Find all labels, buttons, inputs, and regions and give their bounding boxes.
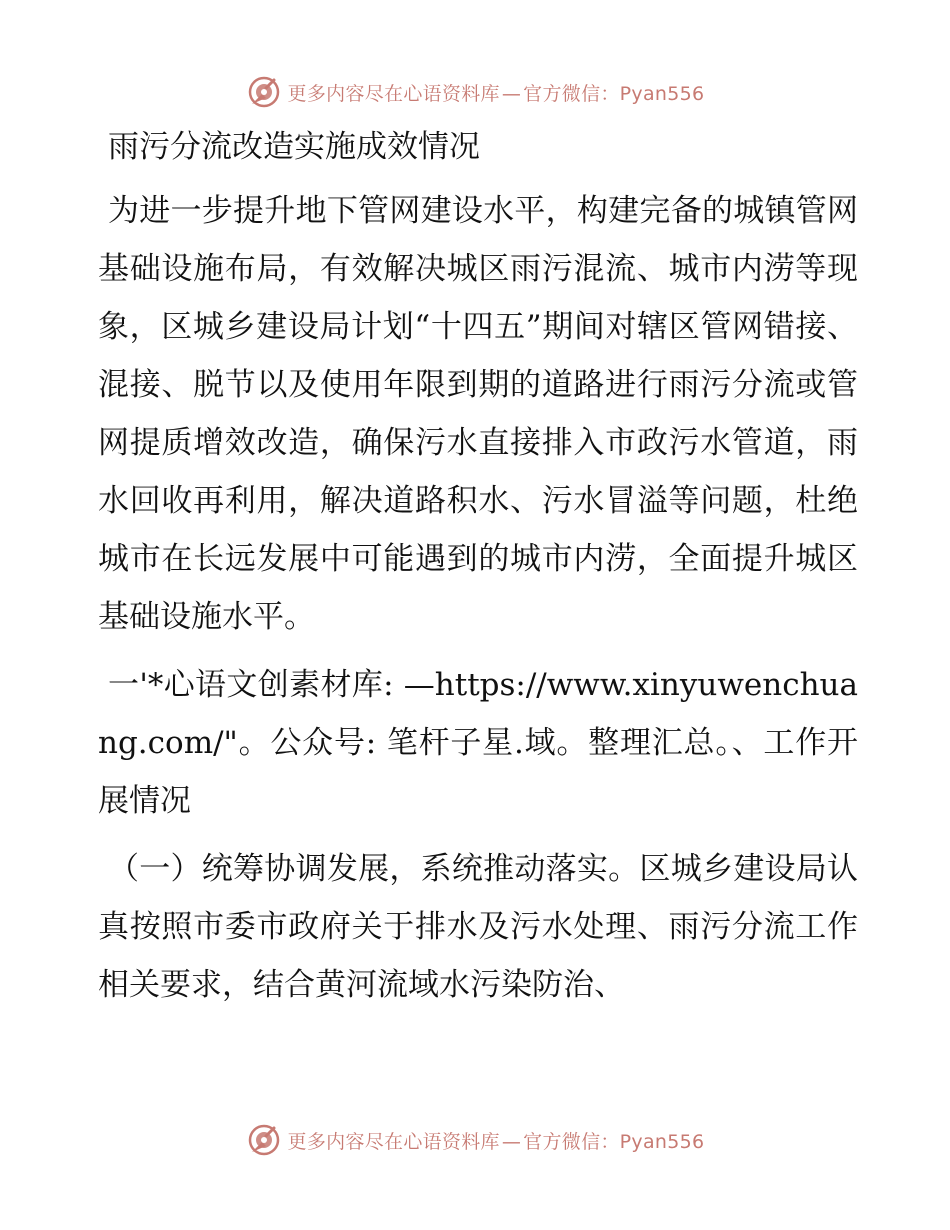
document-title: 雨污分流改造实施成效情况 xyxy=(108,129,480,165)
paragraph-source-note: 一'*心语文创素材库: —https://www.xinyuwenchuang.com/"。公众号: 笔杆子星.域。整理汇总。、工作开展情况 xyxy=(98,667,858,819)
document-body xyxy=(98,120,858,1024)
header-banner-text: 更多内容尽在心语资料库 — 官方微信：Pyan556 xyxy=(287,82,705,105)
pen-logo-icon xyxy=(246,74,282,110)
footer-banner-text: 更多内容尽在心语资料库 — 官方微信：Pyan556 xyxy=(287,1130,705,1153)
header-watermark-banner xyxy=(0,72,950,112)
pen-logo-icon xyxy=(246,1122,282,1158)
paragraph-section-one: （一）统筹协调发展，系统推动落实。区城乡建设局认真按照市委市政府关于排水及污水处理、雨污分流工作相关要求，结合黄河流域水污染防治、 xyxy=(98,851,858,1003)
footer-watermark-banner xyxy=(0,1120,950,1160)
paragraph-intro: 为进一步提升地下管网建设水平，构建完备的城镇管网基础设施布局，有效解决城区雨污混流、城市内涝等现象，区城乡建设局计划“十四五”期间对辖区管网错接、混接、脱节以及使用年限到期的道路进行雨污分流或管网提质增效改造，确保污水直接排入市政污水管道，雨水回收再利用，解决道路积水、污水冒溢等问题，杜绝城市在长远发展中可能遇到的城市内涝，全面提升城区基础设施水平。 xyxy=(98,193,858,635)
